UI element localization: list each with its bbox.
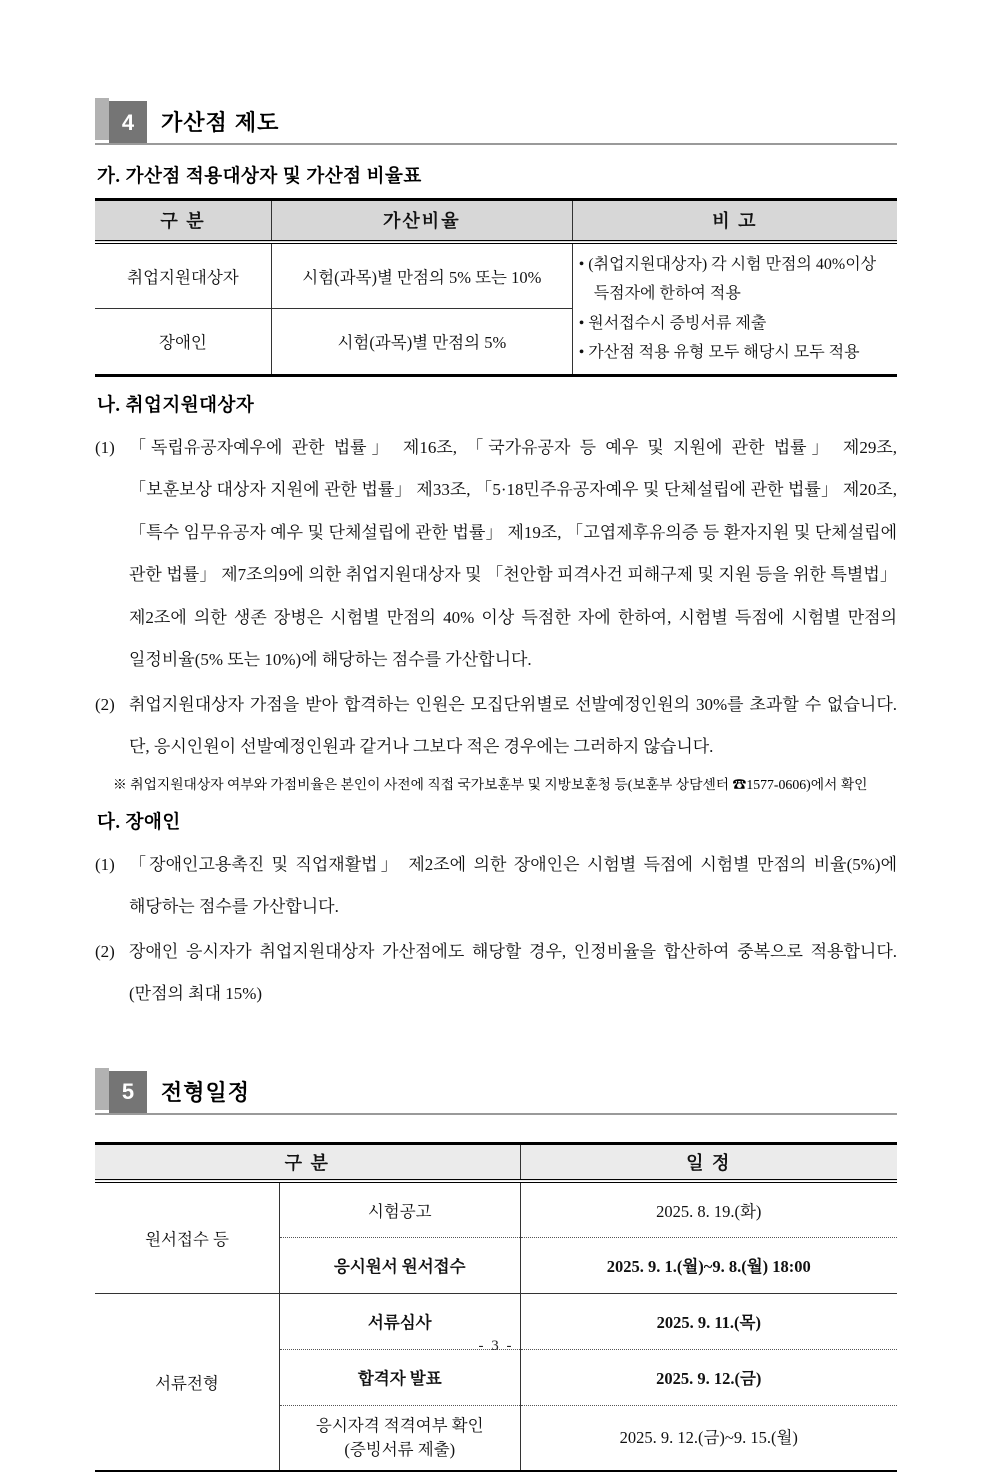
subsection-label: 나.	[97, 395, 121, 416]
subsection-label: 다.	[97, 812, 121, 833]
paragraph-text: 장애인 응시자가 취업지원대상자 가산점에도 해당할 경우, 인정비율을 합산하여 중복으로 적용합니다. (만점의 최대 15%)	[129, 941, 897, 1004]
reference-note: ※ 취업지원대상자 여부와 가점비율은 본인이 사전에 직접 국가보훈부 및 지방보훈청 등(보훈부 상담센터 ☎1577-0606)에서 확인	[113, 776, 868, 792]
remarks-bullet-list	[579, 250, 893, 368]
cell-group: 원서접수 등	[145, 1230, 229, 1250]
subsection-label: 가.	[97, 167, 121, 187]
remark-item: • (취업지원대상자) 각 시험 만점의 40%이상 득점자에 한하여 적용	[579, 250, 893, 309]
cell-category: 장애인	[95, 308, 271, 375]
section-tab-accent	[95, 98, 109, 140]
paragraph-number: (1)	[95, 437, 115, 457]
paragraph-text: 취업지원대상자 가점을 받아 합격하는 인원은 모집단위별로 선발예정인원의 30%를 초과할 수 없습니다. 단, 응시인원이 선발예정인원과 같거나 그보다 적은 경우에는 그러하지 않습니다.	[129, 694, 897, 757]
paragraph	[95, 684, 897, 769]
subsection-title: 장애인	[125, 812, 181, 833]
paragraph	[95, 427, 897, 682]
cell-group: 서류전형	[95, 1293, 279, 1471]
page-number: - 3 -	[478, 1338, 514, 1354]
schedule-table	[95, 1142, 897, 1472]
subsection-c-heading	[97, 808, 897, 834]
col-header-date: 일 정	[520, 1143, 897, 1181]
table-header-row	[95, 1143, 897, 1181]
paragraph-text: 「독립유공자예우에 관한 법률」 제16조, 「국가유공자 등 예우 및 지원에 관한 법률」 제29조, 「보훈보상 대상자 지원에 관한 법률」 제33조, 「5·18민주유공자예우 및 단체설립에 관한 법률」 제20조, 「특수 임무유공자 예우 및 단체설립에 관한 법률」 제19조, 「고엽제후유의증 등 환자지원 및 단체설립에 관한 법률」 제7조의9에 의한 취업지원대상자 및 「천안함 피격사건 피해구제 및 지원 등을 위한 특별법」제2조에 의한 생존 장병은 시험별 만점의 40% 이상 득점한 자에 한하여, 시험별 득점에 시험별 만점의 일정비율(5% 또는 10%)에 해당하는 점수를 가산합니다.	[129, 437, 897, 670]
cell-item	[279, 1405, 520, 1471]
remark-item: • 가산점 적용 유형 모두 해당시 모두 적용	[579, 338, 893, 368]
section-schedule	[95, 1068, 897, 1472]
cell-item: 응시원서 원서접수	[279, 1237, 520, 1293]
section-title: 가산점 제도	[161, 110, 280, 135]
section-bonus-points	[95, 98, 897, 1016]
cell-ratio: 시험(과목)별 만점의 5%	[271, 308, 572, 375]
cell-category: 취업지원대상자	[127, 267, 239, 287]
col-header-ratio: 가산비율	[271, 200, 572, 242]
section-title: 전형일정	[161, 1079, 251, 1105]
cell-remarks	[572, 242, 897, 376]
table-row	[95, 242, 897, 309]
cell-date: 2025. 8. 19.(화)	[520, 1181, 897, 1237]
cell-date: 2025. 9. 12.(금)	[520, 1349, 897, 1405]
section-number-badge: 4	[109, 101, 147, 144]
col-header-remarks: 비 고	[572, 200, 897, 242]
col-header-category: 구 분	[95, 200, 271, 242]
cell-ratio: 시험(과목)별 만점의 5% 또는 10%	[271, 242, 572, 309]
subsection-title: 취업지원대상자	[125, 395, 255, 416]
paragraph-number: (2)	[95, 694, 115, 714]
subsection-title: 가산점 적용대상자 및 가산점 비율표	[125, 167, 422, 187]
cell-date: 2025. 9. 1.(월)~9. 8.(월) 18:00	[520, 1237, 897, 1293]
section-4-header	[95, 98, 897, 146]
cell-item: 서류심사	[279, 1293, 520, 1349]
table-row	[95, 1181, 897, 1237]
paragraph-number: (2)	[95, 941, 115, 961]
cell-item-line1: 응시자격 적격여부 확인	[315, 1416, 484, 1436]
subsection-b-heading	[97, 391, 897, 417]
bonus-ratio-table	[95, 198, 897, 377]
cell-date: 2025. 9. 12.(금)~9. 15.(월)	[520, 1405, 897, 1471]
paragraph-text: 「장애인고용촉진 및 직업재활법」 제2조에 의한 장애인은 시험별 득점에 시험별 만점의 비율(5%)에 해당하는 점수를 가산합니다.	[129, 854, 897, 917]
cell-date: 2025. 9. 11.(목)	[520, 1293, 897, 1349]
paragraph	[95, 844, 897, 929]
subsection-a-heading	[97, 162, 897, 188]
section-number-badge: 5	[109, 1071, 147, 1114]
cell-item-line2: (증빙서류 제출)	[344, 1440, 456, 1460]
section-tab-accent	[95, 1068, 109, 1110]
paragraph	[95, 931, 897, 1016]
paragraph-number: (1)	[95, 854, 115, 874]
cell-item: 시험공고	[279, 1181, 520, 1237]
col-header-category: 구 분	[95, 1143, 520, 1181]
cell-item: 합격자 발표	[279, 1349, 520, 1405]
section-5-header	[95, 1068, 897, 1116]
remark-item: • 원서접수시 증빙서류 제출	[579, 309, 893, 339]
table-header-row	[95, 200, 897, 242]
